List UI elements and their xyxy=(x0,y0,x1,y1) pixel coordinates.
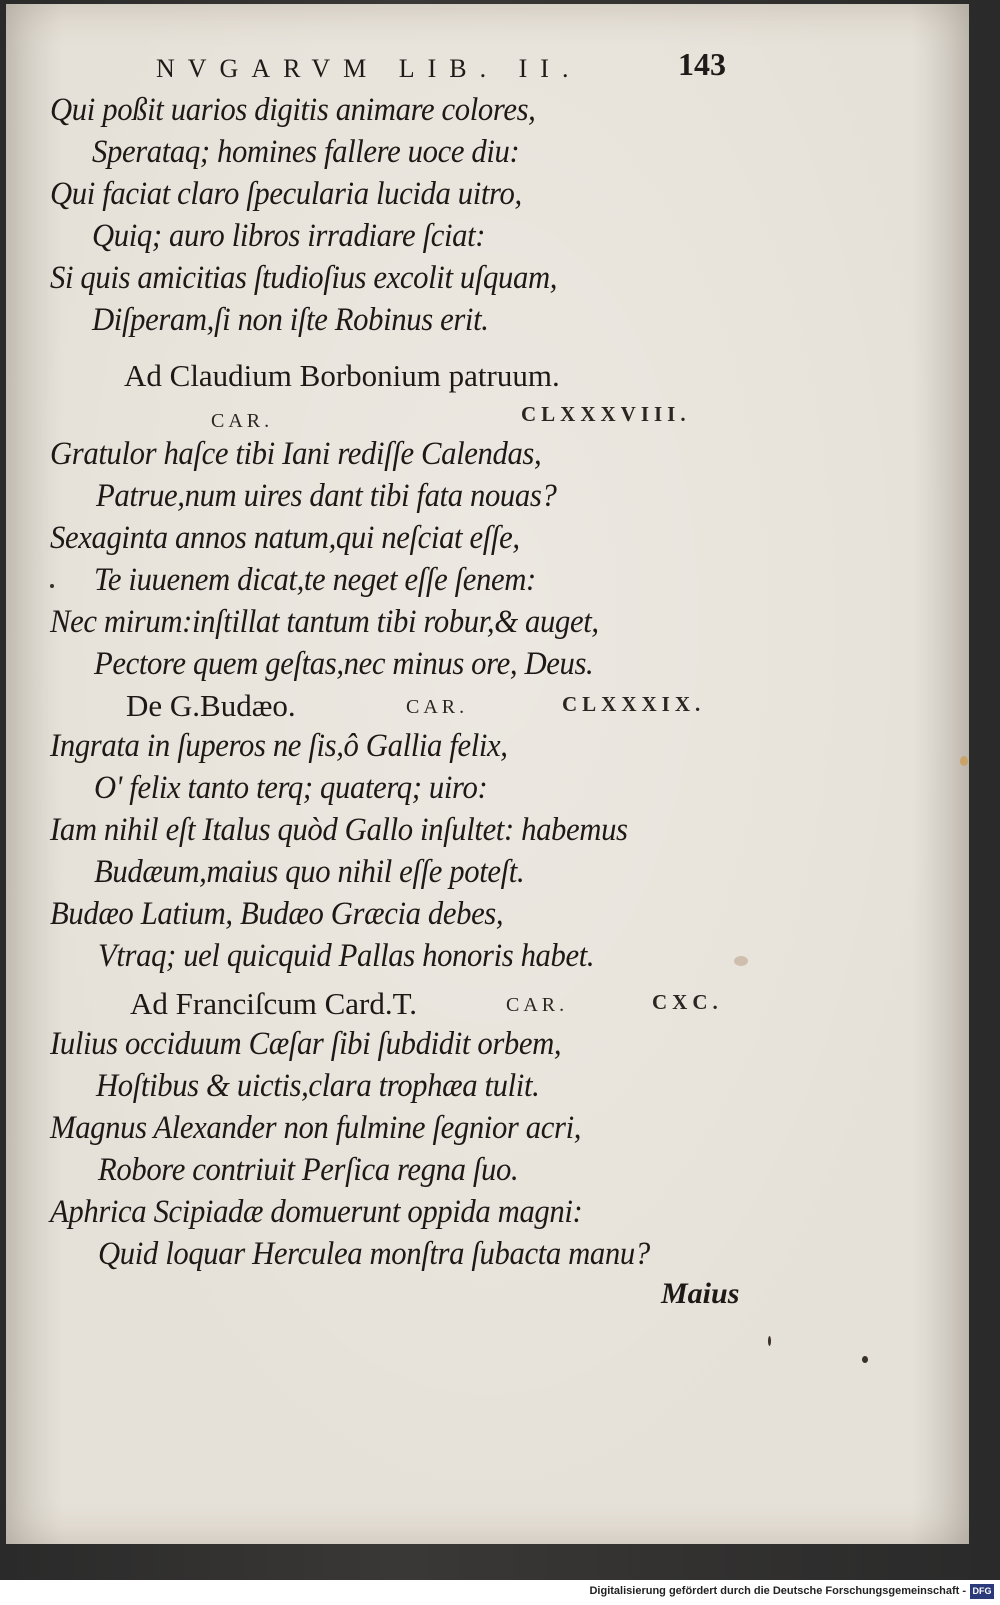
verse-line: Iulius occiduum Cæſar ſibi ſubdidit orbem, xyxy=(50,1026,562,1062)
paper-speck xyxy=(50,584,54,588)
funding-notice: Digitalisierung gefördert durch die Deutsche Forschungsgemeinschaft - xyxy=(589,1585,966,1597)
verse-line: Budæo Latium, Budæo Græcia debes, xyxy=(50,896,504,932)
verse-line: Pectore quem geſtas,nec minus ore, Deus. xyxy=(94,646,594,682)
verse-line: Nec mirum:inſtillat tantum tibi robur,& auget, xyxy=(50,604,599,640)
verse-line: Vtraq; uel quicquid Pallas honoris habet. xyxy=(98,938,595,974)
verse-line: Diſperam,ſi non iſte Robinus erit. xyxy=(92,302,489,338)
verse-line: Hoſtibus & uictis,clara trophæa tulit. xyxy=(96,1068,540,1104)
running-head: NVGARVM LIB. II. xyxy=(156,54,582,83)
verse-line: Budæum,maius quo nihil eſſe poteſt. xyxy=(94,854,525,890)
paper-speck xyxy=(862,1356,868,1363)
verse-line: Robore contriuit Perſica regna ſuo. xyxy=(98,1152,519,1188)
verse-line: Sperataq; homines fallere uoce diu: xyxy=(92,134,520,170)
verse-line: O' felix tanto terq; quaterq; uiro: xyxy=(94,770,488,806)
poem-number: CLXXXVIII. xyxy=(521,402,691,426)
poem-title: Ad Claudium Borbonium patruum. xyxy=(124,358,560,393)
verse-line: Si quis amicitias ſtudioſius excolit uſquam, xyxy=(50,260,558,296)
verse-line: Iam nihil eſt Italus quòd Gallo inſultet: habemus xyxy=(50,812,628,848)
poem-car-label: CAR. xyxy=(506,994,569,1016)
paper-speck xyxy=(768,1336,771,1346)
verse-line: Sexaginta annos natum,qui neſciat eſſe, xyxy=(50,520,520,556)
book-page xyxy=(6,4,969,1544)
poem-car-label: CAR. xyxy=(406,696,469,718)
poem-car-label: CAR. xyxy=(211,410,274,432)
verse-line: Magnus Alexander non fulmine ſegnior acri, xyxy=(50,1110,582,1146)
paper-speck xyxy=(960,756,968,766)
paper-stain xyxy=(734,956,748,966)
dfg-logo: DFG xyxy=(970,1584,994,1599)
verse-line: Qui poßit uarios digitis animare colores, xyxy=(50,92,536,128)
verse-line: Patrue,num uires dant tibi fata nouas? xyxy=(96,478,557,514)
footer-bar xyxy=(0,1580,1000,1605)
poem-number: CLXXXIX. xyxy=(562,692,706,716)
verse-line: Quid loquar Herculea monſtra ſubacta manu? xyxy=(98,1236,650,1272)
poem-number: CXC. xyxy=(652,990,723,1014)
poem-title: De G.Budæo. xyxy=(126,688,296,723)
poem-title: Ad Franciſcum Card.T. xyxy=(130,986,417,1021)
page-number: 143 xyxy=(678,46,726,82)
verse-line: Ingrata in ſuperos ne ſis,ô Gallia felix, xyxy=(50,728,508,764)
verse-line: Qui faciat claro ſpecularia lucida uitro, xyxy=(50,176,522,212)
verse-line: Aphrica Scipiadæ domuerunt oppida magni: xyxy=(50,1194,583,1230)
catchword: Maius xyxy=(661,1277,740,1310)
verse-line: Te iuuenem dicat,te neget eſſe ſenem: xyxy=(94,562,536,598)
verse-line: Quiq; auro libros irradiare ſciat: xyxy=(92,218,486,254)
verse-line: Gratulor haſce tibi Iani rediſſe Calendas, xyxy=(50,436,542,472)
